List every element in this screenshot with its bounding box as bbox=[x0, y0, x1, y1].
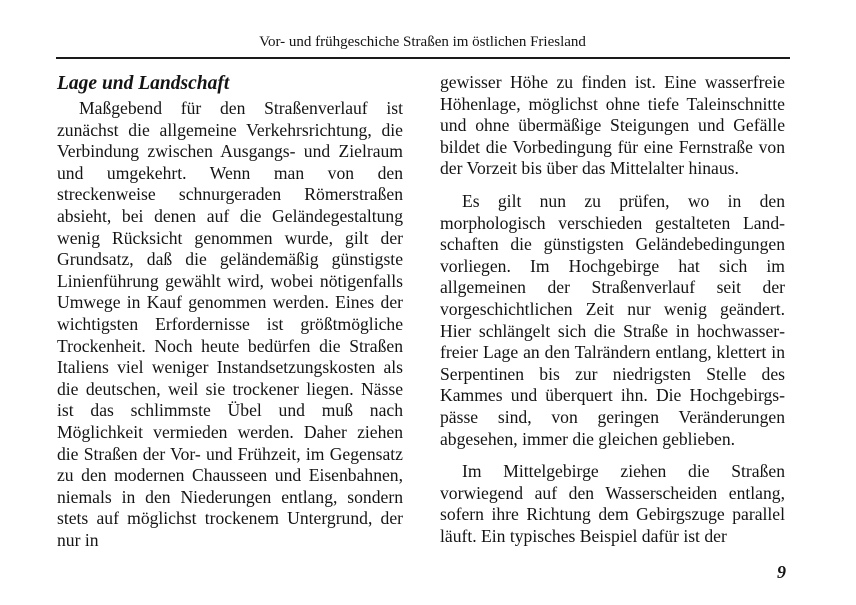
body-paragraph: Es gilt nun zu prüfen, wo in den morphologisch verschieden gestalteten Landschaften die günstigsten Geländebedingungen vorliegen. Im Hochgebirge hat sich im allgemeinen der Straßenverlauf seit der vorgeschichtlichen Zeit nur wenig geändert. Hier schlängelt sich die Straße in hochwasserfreier Lage an den Talrändern entlang, klettert in Serpentinen bis zur niedrigsten Stelle des Kammes und überquert ihn. Die Hochgebirgspässe sind, von geringen Veränderungen abgesehen, immer die gleichen geblieben. bbox=[440, 190, 785, 449]
left-column bbox=[57, 72, 403, 551]
page-number: 9 bbox=[777, 562, 786, 582]
header-rule bbox=[56, 57, 790, 59]
body-paragraph: Im Mittelgebirge ziehen die Straßen vorwiegend auf den Wasserscheiden entlang, sofern ihre Richtung dem Gebirgszuge parallel läuft. Ein typisches Beispiel dafür ist der bbox=[440, 461, 785, 546]
section-heading: Lage und Landschaft bbox=[57, 73, 230, 94]
right-column bbox=[440, 72, 785, 547]
running-header-title: Vor- und frühgeschiche Straßen im östlichen Friesland bbox=[259, 34, 586, 50]
body-paragraph-continued: gewisser Höhe zu finden ist. Eine wasserfreie Höhenlage, möglichst ohne tiefe Taleinschnitte und ohne übermäßige Steigungen und Gefälle bildet die Vorbedingung für eine Fernstraße von der Vorzeit bis über das Mittelalter hinaus. bbox=[440, 72, 785, 179]
body-paragraph: Maßgebend für den Straßenverlauf ist zunächst die allgemeine Verkehrsrichtung, die Verbindung zwischen Ausgangs- und Zielraum und umgekehrt. Wenn man von den streckenweise schnurgeraden Römerstraßen absieht, bei denen auf die Geländegestaltung wenig Rücksicht genommen wurde, gilt der Grundsatz, daß die geländemäßig günstigste Linienführung gewählt wird, wobei nötigenfalls Umwege in Kauf genommen werden. Eines der wichtigsten Erfordernisse ist größtmögliche Trockenheit. Noch heute bedürfen die Straßen Italiens viel weniger Instandsetzungskosten als die deutschen, weil sie trockener liegen. Nässe ist das schlimmste Übel und muß nach Möglichkeit vermieden werden. Daher ziehen die Straßen der Vor- und Frühzeit, im Gegensatz zu den modernen Chausseen und Eisenbahnen, niemals in den Niederungen entlang, sondern stets auf möglichst trockenem Untergrund, der nur in bbox=[57, 98, 403, 550]
